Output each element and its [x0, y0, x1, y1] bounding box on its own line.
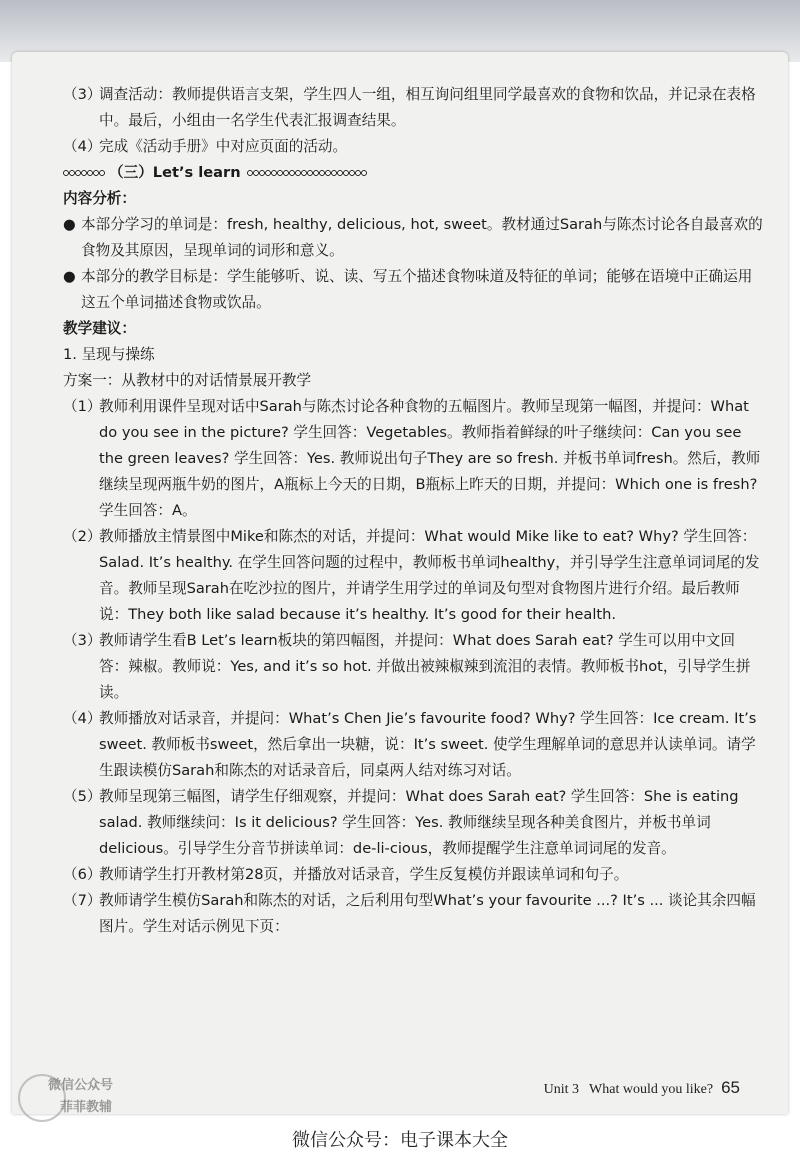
subheading: 1. 呈现与操练 — [63, 346, 155, 363]
content-analysis-heading: 内容分析： — [63, 190, 136, 207]
step-item: （5）教师呈现第三幅图，请学生仔细观察，并提问：What does Sarah eat? 学生回答：She is eating salad. 教师继续问：Is it delicious? 学生回答：Yes. 教师继续呈现各种美食图片，并板书单词delicious。引导学生分音节拼读单词：de-li-cious，教师提醒学生注意单词词尾的发音。 — [63, 788, 739, 857]
step-item: （6）教师请学生打开教材第28页，并播放对话录音，学生反复模仿并跟读单词和句子。 — [63, 866, 629, 883]
paragraph-item: （3）调查活动：教师提供语言支架，学生四人一组，相互询问组里同学最喜欢的食物和饮品，并记录在表格中。最后，小组由一名学生代表汇报调查结果。 — [63, 86, 756, 129]
bullet-dot-icon: ● — [63, 268, 76, 285]
watermark-line1: 微信公众号 — [48, 1078, 114, 1093]
step-item: （1）教师利用课件呈现对话中Sarah与陈杰讨论各种食物的五幅图片。教师呈现第一幅图，并提问：What do you see in the picture? 学生回答：Vegetables。教师指着鲜绿的叶子继续问：Can you see the green leaves? 学生回答：Yes. 教师说出句子They are so fresh. 并板书单词fresh。然后，教师继续呈现两瓶牛奶的图片，A瓶标上今天的日期，B瓶标上昨天的日期，并提问：Which one is fresh? 学生回答：A。 — [63, 398, 761, 519]
wave-divider-right — [247, 169, 367, 177]
footer-unit: Unit 3 — [543, 1082, 580, 1097]
bullet-item: ● 本部分的教学目标是：学生能够听、说、读、写五个描述食物味道及特征的单词；能够在语境中正确运用这五个单词描述食物或饮品。 — [63, 264, 763, 316]
wave-divider-left — [63, 169, 105, 177]
section-heading — [63, 160, 763, 186]
plan-heading: 方案一：从教材中的对话情景展开教学 — [63, 372, 312, 389]
step-item: （7）教师请学生模仿Sarah和陈杰的对话，之后利用句型What’s your favourite ...? It’s ... 谈论其余四幅图片。学生对话示例见下页： — [63, 892, 756, 935]
page-footer — [400, 1078, 740, 1098]
page-number: 65 — [721, 1078, 740, 1097]
bullet-dot-icon: ● — [63, 216, 76, 233]
step-item: （2）教师播放主情景图中Mike和陈杰的对话，并提问：What would Mike like to eat? Why? 学生回答：Salad. It’s healthy. 在学生回答问题的过程中，教师板书单词healthy，并引导学生注意单词词尾的发音。教师呈现Sarah在吃沙拉的图片，并请学生用学过的单词及句型对食物图片进行介绍。最后教师说：They both like salad because it’s healthy. It’s good for their health. — [63, 528, 760, 623]
footer-title: What would you like? — [589, 1082, 714, 1097]
step-item: （3）教师请学生看B Let’s learn板块的第四幅图，并提问：What does Sarah eat? 学生可以用中文回答：辣椒。教师说：Yes, and it’s so hot. 并做出被辣椒辣到流泪的表情。教师板书hot，引导学生拼读。 — [63, 632, 751, 701]
paragraph-item: （4）完成《活动手册》中对应页面的活动。 — [63, 138, 348, 155]
bullet-item: ● 本部分学习的单词是：fresh, healthy, delicious, hot, sweet。教材通过Sarah与陈杰讨论各自最喜欢的食物及其原因，呈现单词的词形和意义。 — [63, 212, 763, 264]
page-content — [63, 82, 763, 940]
bottom-caption: 微信公众号：电子课本大全 — [292, 1130, 508, 1151]
watermark-line2: 菲菲教辅 — [60, 1100, 113, 1115]
suggestions-heading: 教学建议： — [63, 320, 136, 337]
step-item: （4）教师播放对话录音，并提问：What’s Chen Jie’s favourite food? Why? 学生回答：Ice cream. It’s sweet. 教师板书sweet，然后拿出一块糖，说：It’s sweet. 使学生理解单词的意思并认读单词。请学生跟读模仿Sarah和陈杰的对话录音后，同桌两人结对练习对话。 — [63, 710, 757, 779]
section-title: （三）Let’s learn — [109, 164, 241, 181]
watermark — [14, 1070, 164, 1130]
